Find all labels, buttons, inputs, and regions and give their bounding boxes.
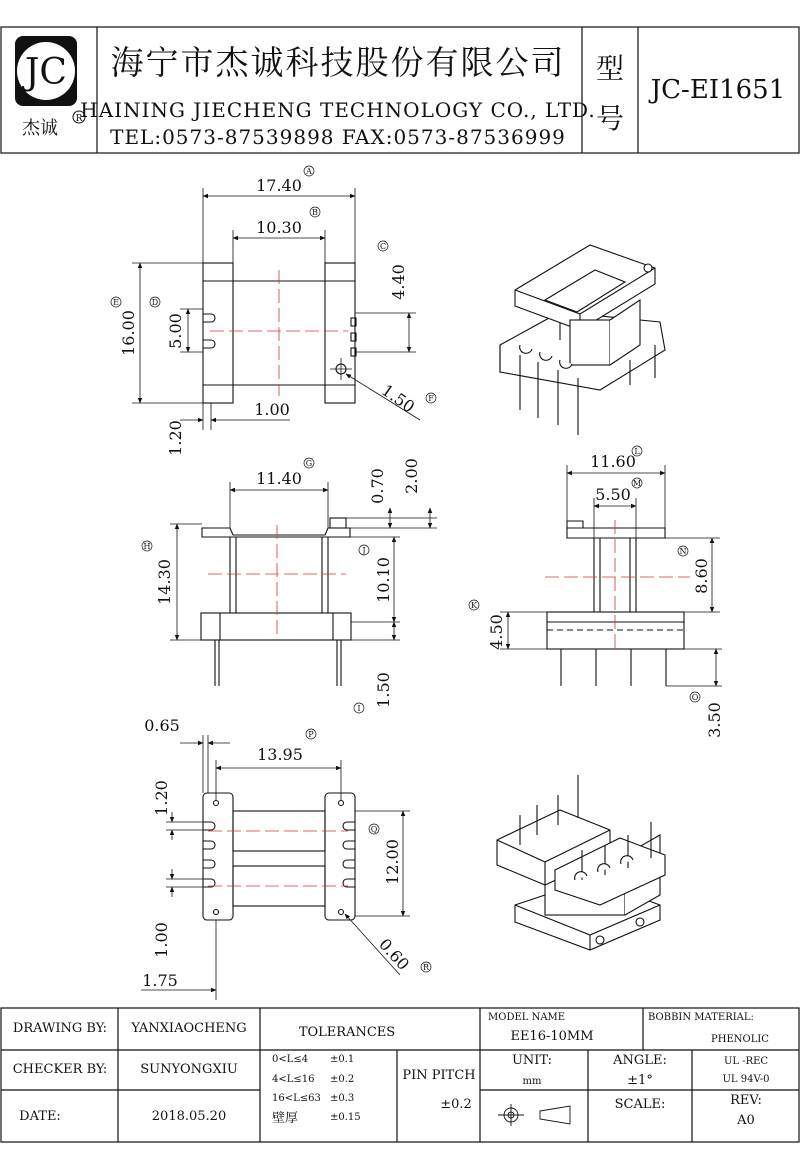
dim-G-value: 11.40	[256, 469, 302, 488]
date-label: DATE:	[19, 1109, 61, 1124]
dim-A-value: 17.40	[256, 176, 302, 195]
company-name-en: HAINING JIECHENG TECHNOLOGY CO., LTD.	[80, 98, 596, 122]
dim-front-2-00: 2.00	[402, 458, 421, 494]
model-name-value: EE16-10MM	[510, 1029, 594, 1044]
dim-width-1-20: 1.20	[166, 420, 185, 456]
dim-E-value: 16.00	[119, 310, 138, 356]
marker-M: M	[632, 479, 642, 488]
top-view	[203, 263, 356, 403]
tol-value-1: ±0.1	[330, 1054, 355, 1065]
ul-rec: UL -REC	[723, 1056, 769, 1067]
angle-label: ANGLE:	[613, 1053, 667, 1068]
pin-pitch-value: ±0.2	[440, 1097, 472, 1112]
unit-value: mm	[522, 1076, 542, 1087]
marker-G: G	[305, 459, 313, 468]
dim-P-value: 13.95	[257, 745, 303, 764]
tol-value-2: ±0.2	[330, 1074, 355, 1085]
date-value: 2018.05.20	[151, 1109, 227, 1124]
tol-value-3: ±0.3	[330, 1093, 355, 1104]
isometric-view-top	[500, 245, 665, 435]
marker-group-top	[111, 166, 436, 403]
marker-D: D	[151, 298, 159, 307]
company-contact: TEL:0573-87539898 FAX:0573-87536999	[110, 125, 566, 149]
front-view	[201, 518, 351, 686]
dim-bottom-1-75: 1.75	[142, 971, 178, 990]
marker-E: E	[113, 298, 119, 307]
marker-K: K	[471, 601, 477, 610]
marker-I: I	[357, 704, 361, 713]
dim-width-1-00: 1.00	[254, 400, 290, 419]
tol-range-3: 16<L≤63	[272, 1093, 321, 1104]
pin-pitch-label: PIN PITCH	[402, 1068, 476, 1083]
model-name-label: MODEL NAME	[488, 1012, 566, 1023]
dim-O-value: 3.50	[705, 702, 724, 738]
dim-M-value: 5.50	[595, 485, 631, 504]
material-value: PHENOLIC	[711, 1034, 769, 1045]
dim-L-value: 11.60	[590, 452, 636, 471]
logo-letters: JC	[25, 52, 67, 93]
dim-K-value: 4.50	[487, 614, 506, 650]
marker-B: B	[312, 208, 318, 217]
marker-A: A	[306, 167, 312, 176]
dim-I-value: 1.50	[374, 672, 393, 708]
tol-range-2: 4<L≤16	[272, 1074, 315, 1085]
model-label-1: 型	[595, 52, 625, 85]
dim-front-0-70: 0.70	[368, 468, 387, 504]
checker-by-label: CHECKER BY:	[12, 1062, 108, 1077]
company-name-cn: 海宁市杰诚科技股份有限公司	[110, 43, 566, 82]
tol-value-4: ±0.15	[330, 1112, 361, 1123]
checker-by-value: SUNYONGXIU	[140, 1062, 238, 1077]
projection-symbol-icon	[498, 1104, 570, 1126]
marker-O: O	[691, 693, 699, 702]
dim-N-value: 8.60	[692, 558, 711, 594]
unit-label: UNIT:	[511, 1053, 553, 1068]
dim-bottom-1-20: 1.20	[152, 780, 171, 816]
dim-F-value: 1.50	[378, 380, 419, 417]
drawing-by-value: YANXIAOCHENG	[131, 1021, 247, 1036]
dim-J-value: 10.10	[374, 557, 393, 603]
dim-H-value: 14.30	[155, 559, 174, 605]
company-logo	[15, 36, 85, 139]
marker-Q: Q	[370, 825, 378, 834]
dim-Q-value: 12.00	[383, 839, 402, 885]
ul-94v0: UL 94V-0	[722, 1074, 770, 1085]
dim-bottom-0-65: 0.65	[144, 716, 180, 735]
dim-R-value: 0.60	[375, 934, 414, 974]
isometric-view-bottom	[497, 775, 665, 950]
marker-N: N	[679, 547, 687, 556]
marker-C: C	[379, 242, 387, 251]
model-label-2: 号	[595, 102, 625, 135]
rev-label: REV:	[730, 1093, 762, 1108]
model-number: JC-EI1651	[650, 75, 786, 105]
marker-P: P	[308, 730, 314, 739]
dim-D-value: 5.00	[166, 313, 185, 349]
marker-group-front	[142, 458, 369, 713]
dim-bottom-1-00: 1.00	[152, 922, 171, 958]
bottom-view	[203, 793, 355, 920]
drawing-by-label: DRAWING BY:	[12, 1021, 108, 1036]
side-view	[547, 521, 684, 686]
marker-J: J	[362, 546, 366, 555]
title-block-grid	[1, 1008, 799, 1142]
marker-H: H	[143, 542, 151, 551]
angle-value: ±1°	[627, 1073, 653, 1088]
scale-label: SCALE:	[614, 1097, 666, 1112]
tol-range-4: 壁厚	[272, 1111, 299, 1126]
logo-registered-mark: R	[75, 114, 83, 124]
dim-C-value: 4.40	[389, 264, 408, 300]
rev-value: A0	[737, 1113, 755, 1128]
marker-L: L	[634, 447, 640, 456]
marker-R: R	[422, 963, 430, 972]
dim-B-value: 10.30	[256, 218, 302, 237]
tol-range-1: 0<L≤4	[272, 1054, 309, 1065]
marker-F: F	[428, 394, 434, 403]
material-label: BOBBIN MATERIAL:	[648, 1012, 754, 1023]
tolerances-label: TOLERANCES	[298, 1025, 396, 1040]
logo-caption: 杰诚	[22, 118, 58, 139]
